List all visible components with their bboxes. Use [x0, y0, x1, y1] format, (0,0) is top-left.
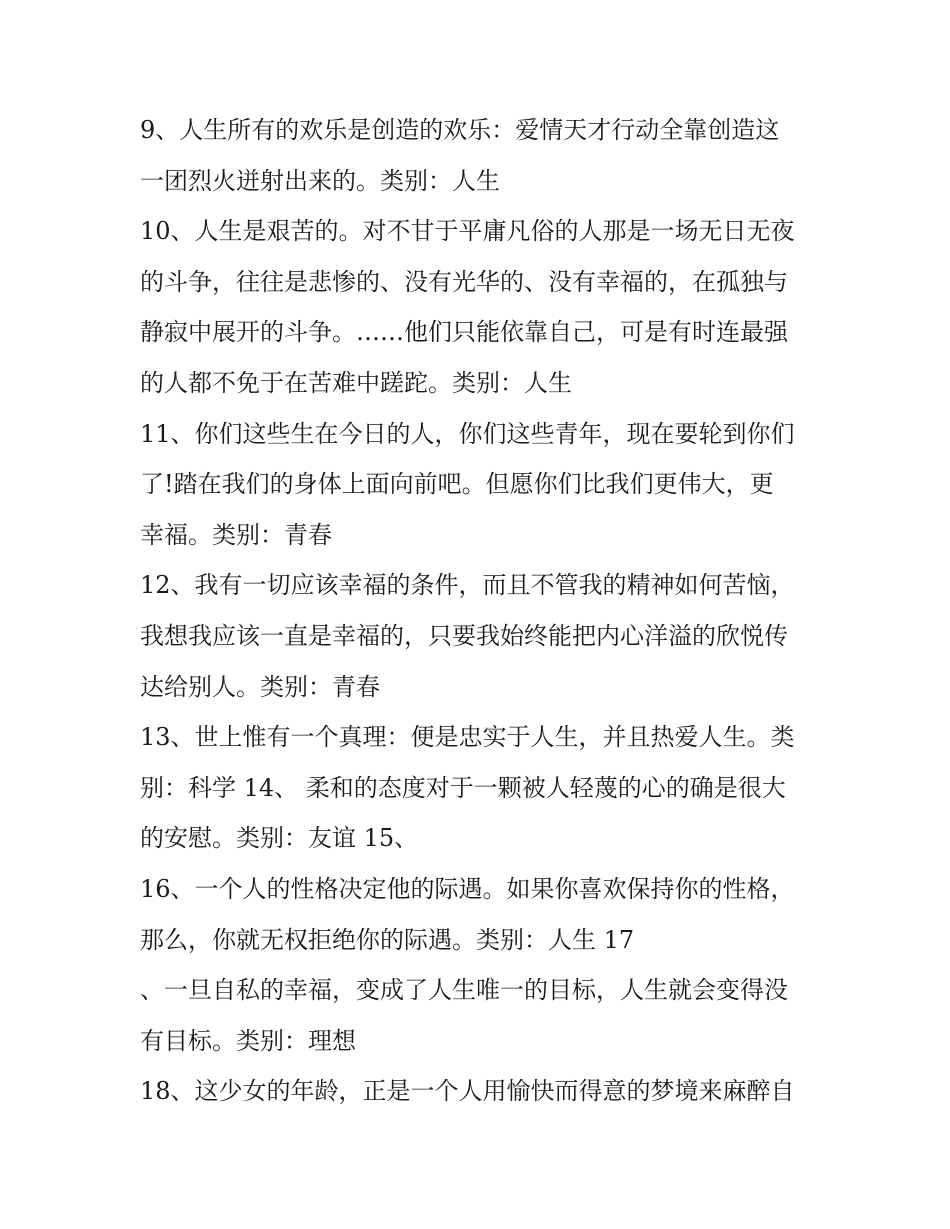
quote-text-block — [140, 105, 820, 1117]
text-line: 10、人生是艰苦的。对不甘于平庸凡俗的人那是一场无日无夜 — [140, 217, 795, 246]
text-line: 静寂中展开的斗争。……他们只能依靠自己，可是有时连最强 — [140, 318, 788, 347]
text-line: 的安慰。类别：友谊 15、 — [140, 824, 419, 853]
text-line: 的斗争，往往是悲惨的、没有光华的、没有幸福的，在孤独与 — [140, 267, 788, 296]
text-line: 达给别人。类别：青春 — [140, 672, 380, 701]
text-line: 了!踏在我们的身体上面向前吧。但愿你们比我们更伟大，更 — [140, 470, 774, 499]
text-line: 16、一个人的性格决定他的际遇。如果你喜欢保持你的性格， — [140, 874, 795, 903]
text-line: 13、世上惟有一个真理：便是忠实于人生，并且热爱人生。类 — [140, 723, 795, 752]
text-line: 别：科学 14、 柔和的态度对于一颗被人轻蔑的心的确是很大 — [140, 773, 786, 802]
text-line: 幸福。类别：青春 — [140, 520, 332, 549]
text-line: 18、这少女的年龄，正是一个人用愉快而得意的梦境来麻醉自 — [140, 1077, 795, 1106]
text-line: 、一旦自私的幸福，变成了人生唯一的目标，人生就会变得没 — [140, 976, 788, 1005]
text-line: 那么，你就无权拒绝你的际遇。类别：人生 17 — [140, 925, 635, 954]
text-line: 有目标。类别：理想 — [140, 1026, 356, 1055]
text-line: 9、人生所有的欢乐是创造的欢乐：爱情天才行动全靠创造这 — [140, 116, 780, 144]
text-line: 11、你们这些生在今日的人，你们这些青年，现在要轮到你们 — [140, 419, 795, 448]
text-line: 的人都不免于在苦难中蹉跎。类别：人生 — [140, 368, 572, 397]
text-line: 12、我有一切应该幸福的条件，而且不管我的精神如何苦恼， — [140, 571, 795, 600]
text-line: 我想我应该一直是幸福的，只要我始终能把内心洋溢的欣悦传 — [140, 621, 788, 650]
text-line: 一团烈火迸射出来的。类别：人生 — [140, 166, 500, 195]
